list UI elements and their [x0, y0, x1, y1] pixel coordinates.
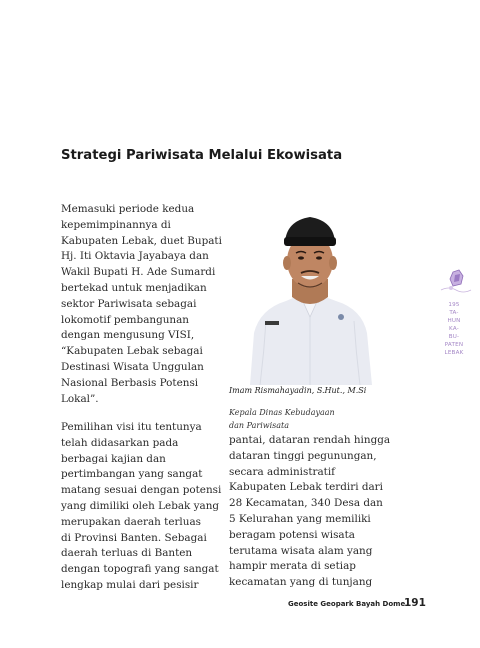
- text-line: bertekad untuk menjadikan: [61, 281, 207, 294]
- text-line: dengan mengusung VISI,: [61, 329, 195, 342]
- text-column-1: [61, 202, 222, 407]
- text-line: yang dimiliki oleh Lebak yang: [61, 499, 220, 512]
- photo-caption-name: Imam Rismahayadin, S.Hut., M.Si: [229, 386, 367, 395]
- text-line: Wakil Bupati H. Ade Sumardi: [61, 266, 216, 279]
- lebak-anniversary-logo-icon: [439, 266, 473, 296]
- section-heading: Strategi Pariwisata Melalui Ekowisata: [61, 148, 343, 163]
- text-line: dengan topografi yang sangat: [61, 563, 219, 576]
- text-line: “Kabupaten Lebak sebagai: [61, 345, 203, 358]
- text-line: daerah terluas di Banten: [61, 547, 193, 560]
- text-line: kepemimpinannya di: [61, 218, 171, 231]
- side-badge-line: PATEN: [444, 342, 464, 348]
- text-line: kecamatan yang di tunjang: [229, 576, 373, 589]
- text-line: Destinasi Wisata Unggulan: [61, 360, 204, 373]
- text-line: pantai, dataran rendah hingga: [229, 434, 391, 446]
- text-line: secara administratif: [229, 465, 336, 478]
- text-line: telah didasarkan pada: [61, 436, 179, 449]
- side-badge-line: TA-: [449, 310, 459, 316]
- text-line: di Provinsi Banten. Sebagai: [61, 531, 207, 544]
- text-line: 28 Kecamatan, 340 Desa dan: [229, 497, 383, 510]
- caption-role-line: dan Pariwisata: [229, 421, 290, 430]
- text-line: lokomotif pembangunan: [61, 313, 190, 326]
- text-line: pertimbangan yang sangat: [61, 468, 203, 481]
- text-line: terutama wisata alam yang: [229, 544, 373, 557]
- side-badge-line: KA-: [449, 326, 459, 332]
- photo-caption-role: [229, 406, 335, 432]
- caption-role-line: Kepala Dinas Kebudayaan: [229, 408, 335, 417]
- text-line: dataran tinggi pegunungan,: [229, 449, 377, 462]
- page-number: 191: [404, 597, 426, 609]
- text-line: Memasuki periode kedua: [61, 203, 195, 215]
- text-line: Kabupaten Lebak, duet Bupati: [61, 234, 222, 247]
- text-line: Nasional Berbasis Potensi: [61, 376, 199, 389]
- side-badge-text: [436, 301, 472, 357]
- portrait-photo: [246, 213, 373, 385]
- text-line: beragam potensi wisata: [229, 528, 355, 541]
- text-line: berbagai kajian dan: [61, 452, 166, 465]
- text-line: hampir merata di setiap: [229, 560, 356, 573]
- side-badge-line: BU-: [448, 334, 460, 340]
- text-line: sektor Pariwisata sebagai: [61, 297, 197, 310]
- text-column-2: [61, 420, 221, 594]
- side-badge-line: 195: [448, 302, 460, 308]
- text-line: lengkap mulai dari pesisir: [61, 578, 199, 591]
- text-line: matang sesuai dengan potensi: [61, 484, 222, 497]
- text-line: Lokal”.: [61, 392, 99, 405]
- text-line: merupakan daerah terluas: [61, 515, 201, 528]
- side-badge-line: LEBAK: [444, 350, 464, 356]
- footer-title: Geosite Geopark Bayah Dome: [288, 600, 406, 608]
- text-line: Kabupaten Lebak terdiri dari: [229, 481, 383, 494]
- text-line: 5 Kelurahan yang memiliki: [229, 512, 371, 525]
- text-line: Hj. Iti Oktavia Jayabaya dan: [61, 250, 209, 263]
- text-line: Pemilihan visi itu tentunya: [61, 421, 202, 433]
- side-badge-line: HUN: [447, 318, 461, 324]
- text-column-3: [229, 433, 390, 591]
